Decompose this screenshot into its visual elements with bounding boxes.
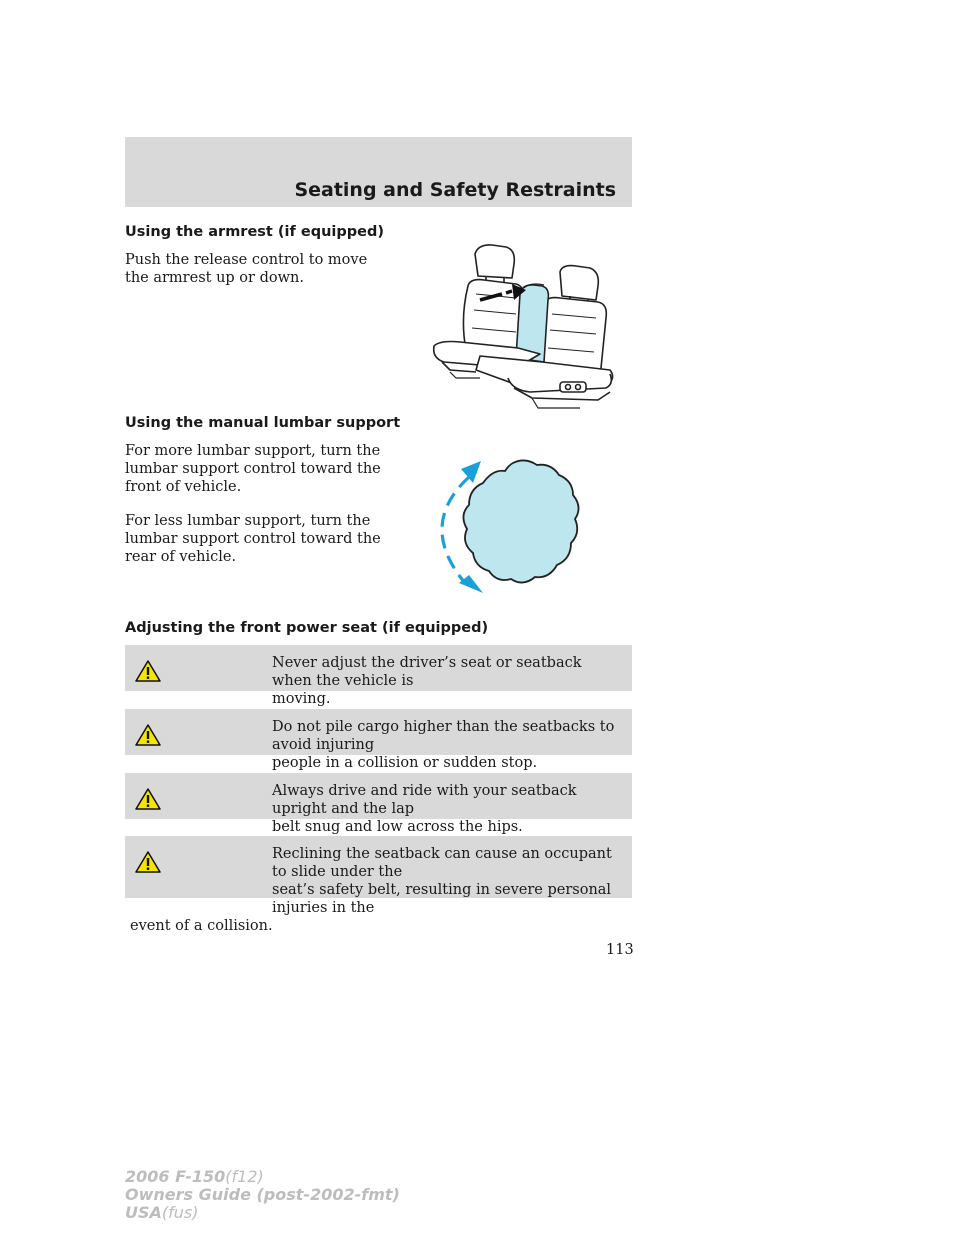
- armrest-heading: Using the armrest (if equipped): [125, 224, 384, 240]
- warning-text: [130, 782, 622, 836]
- warning-text: [130, 845, 622, 935]
- lumbar-less-line: lumbar support control toward the: [125, 531, 381, 547]
- lumbar-more-line: front of vehicle.: [125, 479, 242, 495]
- lumbar-more-text: [125, 442, 381, 496]
- armrest-body: [125, 251, 367, 287]
- rotation-arc: [442, 477, 469, 583]
- warning-line: Never adjust the driver’s seat or seatback when the vehicle is: [272, 655, 582, 689]
- warning-box: [125, 773, 632, 835]
- section-title: Seating and Safety Restraints: [294, 179, 616, 201]
- armrest-body-line: Push the release control to move: [125, 252, 368, 268]
- warning-box: [125, 836, 632, 934]
- lumbar-less-line: rear of vehicle.: [125, 549, 237, 565]
- power-seat-heading: Adjusting the front power seat (if equipped): [125, 620, 489, 636]
- footer-market-code: (fus): [161, 1203, 199, 1222]
- warning-box: [125, 645, 632, 707]
- warning-line: Do not pile cargo higher than the seatbacks to avoid injuring: [272, 719, 615, 753]
- page-number: 113: [606, 942, 634, 958]
- warning-text: [130, 718, 622, 772]
- lumbar-more-line: For more lumbar support, turn the: [125, 443, 381, 459]
- warning-box: [125, 709, 632, 771]
- section-header-band: [125, 137, 632, 207]
- warning-line: seat’s safety belt, resulting in severe personal injuries in the: [272, 882, 612, 916]
- warning-line: people in a collision or sudden stop.: [272, 755, 538, 771]
- warning-line: moving.: [272, 691, 331, 707]
- lumbar-knob-illustration: [425, 455, 585, 600]
- lumbar-less-text: [125, 512, 381, 566]
- lumbar-knob: [463, 460, 578, 582]
- warning-line: event of a collision.: [130, 918, 273, 934]
- lumbar-less-line: For less lumbar support, turn the: [125, 513, 371, 529]
- document-footer: [125, 1168, 400, 1222]
- footer-guide: Owners Guide (post-2002-fmt): [125, 1185, 400, 1204]
- footer-model-code: (f12): [225, 1167, 264, 1186]
- warning-line: Always drive and ride with your seatback upright and the lap: [272, 783, 577, 817]
- warning-text: [130, 654, 622, 708]
- lumbar-heading: Using the manual lumbar support: [125, 415, 401, 431]
- footer-model: 2006 F-150: [125, 1167, 226, 1186]
- warning-line: Reclining the seatback can cause an occupant to slide under the: [272, 846, 612, 880]
- warning-line: belt snug and low across the hips.: [272, 819, 523, 835]
- footer-market: USA: [125, 1203, 162, 1222]
- lumbar-more-line: lumbar support control toward the: [125, 461, 381, 477]
- armrest-body-line: the armrest up or down.: [125, 270, 304, 286]
- seat-armrest-illustration: [420, 238, 620, 413]
